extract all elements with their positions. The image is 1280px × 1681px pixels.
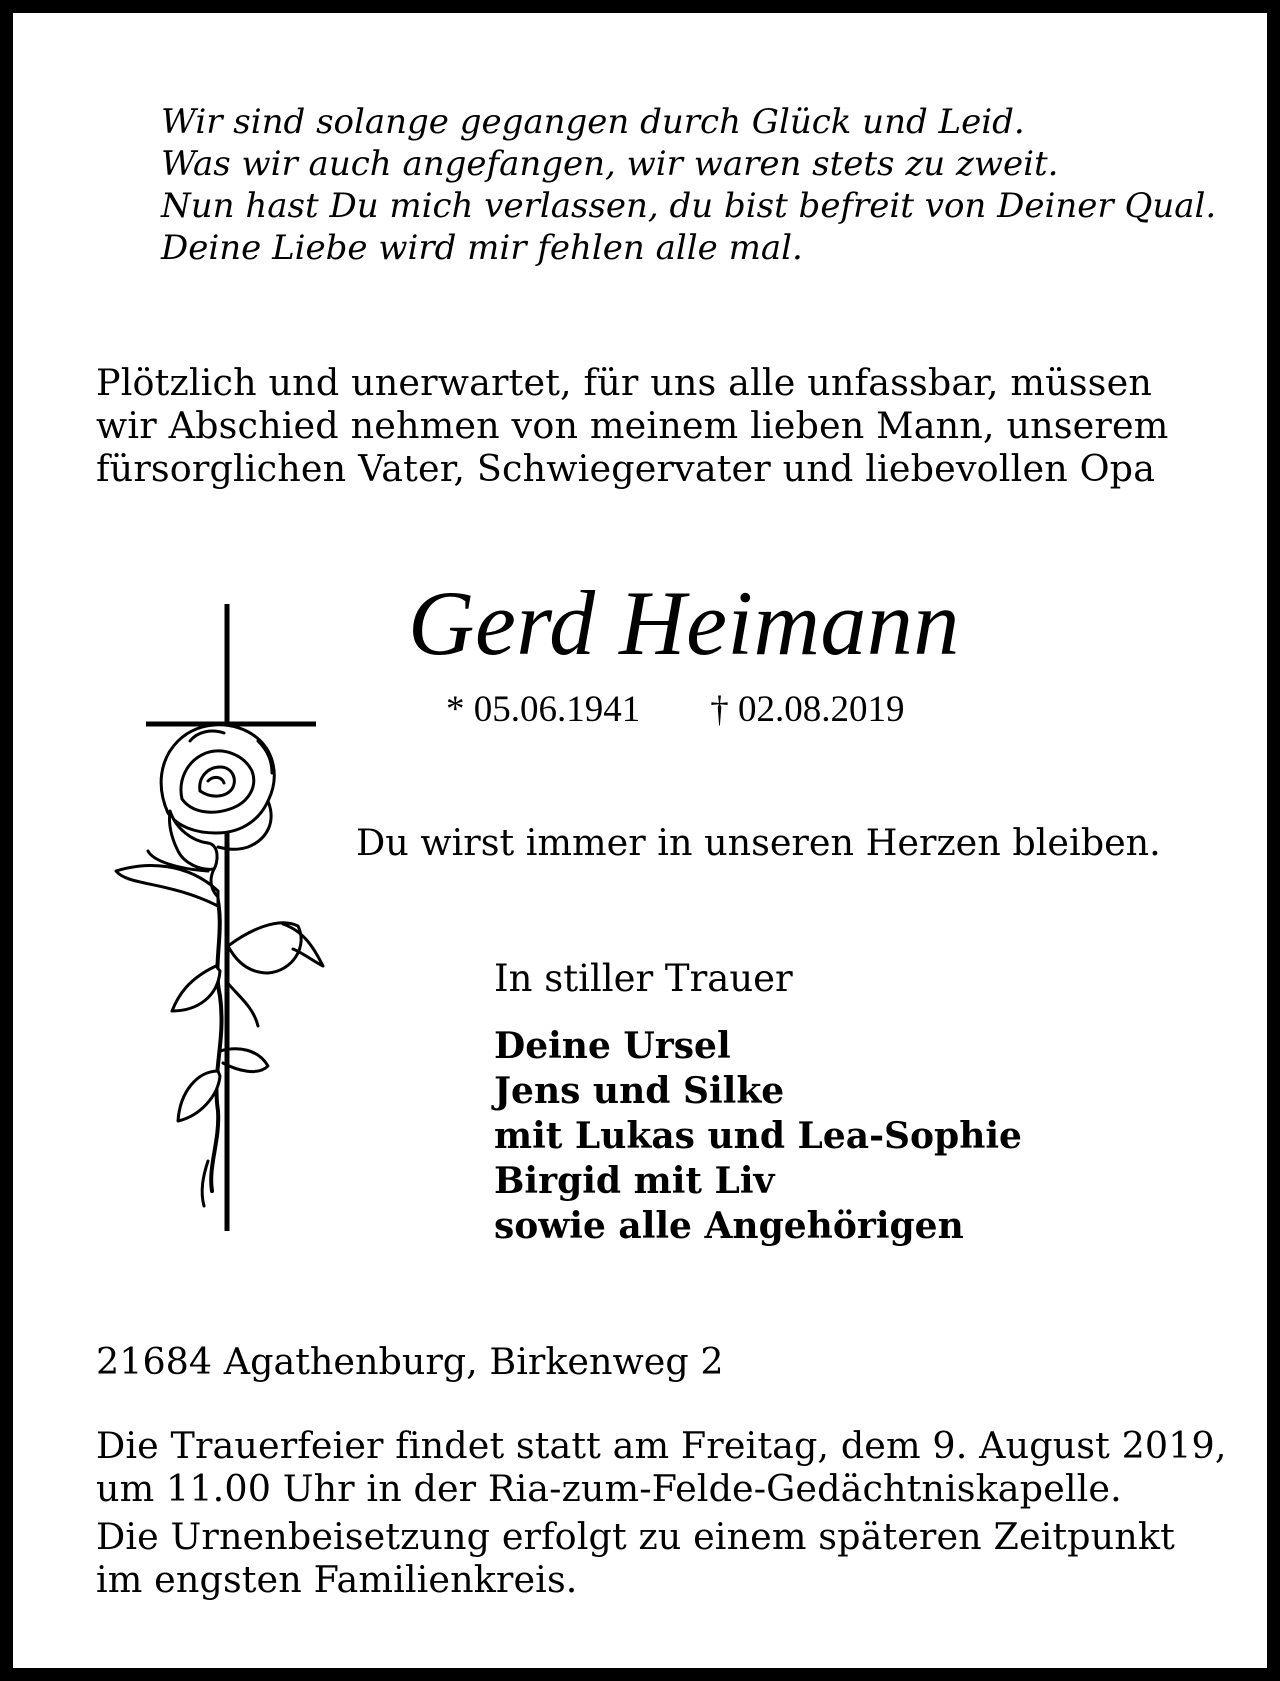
urn-line-1: Die Urnenbeisetzung erfolgt zu einem späteren Zeitpunkt xyxy=(96,1515,1175,1558)
rose-icon xyxy=(116,725,323,1206)
intro-line-3: fürsorglichen Vater, Schwiegervater und liebevollen Opa xyxy=(96,447,1156,490)
poem xyxy=(161,101,1216,269)
service-info xyxy=(96,1424,1227,1510)
mourner-list xyxy=(494,1024,1022,1249)
poem-line-4: Deine Liebe wird mir fehlen alle mal. xyxy=(161,228,803,268)
poem-line-2: Was wir auch angefangen, wir waren stets zu zweit. xyxy=(161,144,1059,184)
mourning-label: In stiller Trauer xyxy=(494,957,793,1000)
birth-date: * 05.06.1941 xyxy=(446,689,641,730)
mourner-4: Birgid mit Liv xyxy=(494,1160,775,1202)
address: 21684 Agathenburg, Birkenweg 2 xyxy=(96,1340,724,1383)
service-line-1: Die Trauerfeier findet statt am Freitag, dem 9. August 2019, xyxy=(96,1424,1227,1467)
mourner-3: mit Lukas und Lea-Sophie xyxy=(494,1115,1022,1157)
intro-line-2: wir Abschied nehmen von meinem lieben Mann, unserem xyxy=(96,404,1169,447)
motto: Du wirst immer in unseren Herzen bleiben. xyxy=(356,821,1161,864)
death-date: † 02.08.2019 xyxy=(710,689,905,730)
cross-and-rose-emblem xyxy=(108,601,338,1236)
poem-line-1: Wir sind solange gegangen durch Glück und Leid. xyxy=(161,102,1025,142)
intro-text xyxy=(96,361,1169,490)
service-line-2: um 11.00 Uhr in der Ria-zum-Felde-Gedächtniskapelle. xyxy=(96,1467,1122,1510)
mourner-1: Deine Ursel xyxy=(494,1025,731,1067)
mourner-2: Jens und Silke xyxy=(494,1070,785,1112)
deceased-name: Gerd Heimann xyxy=(408,572,960,674)
cross-icon xyxy=(146,604,316,1231)
urn-info xyxy=(96,1515,1175,1601)
intro-line-1: Plötzlich und unerwartet, für uns alle unfassbar, müssen xyxy=(96,361,1152,404)
urn-line-2: im engsten Familienkreis. xyxy=(96,1558,578,1601)
poem-line-3: Nun hast Du mich verlassen, du bist befreit von Deiner Qual. xyxy=(161,186,1217,226)
mourner-5: sowie alle Angehörigen xyxy=(494,1205,964,1247)
life-dates xyxy=(446,689,905,731)
